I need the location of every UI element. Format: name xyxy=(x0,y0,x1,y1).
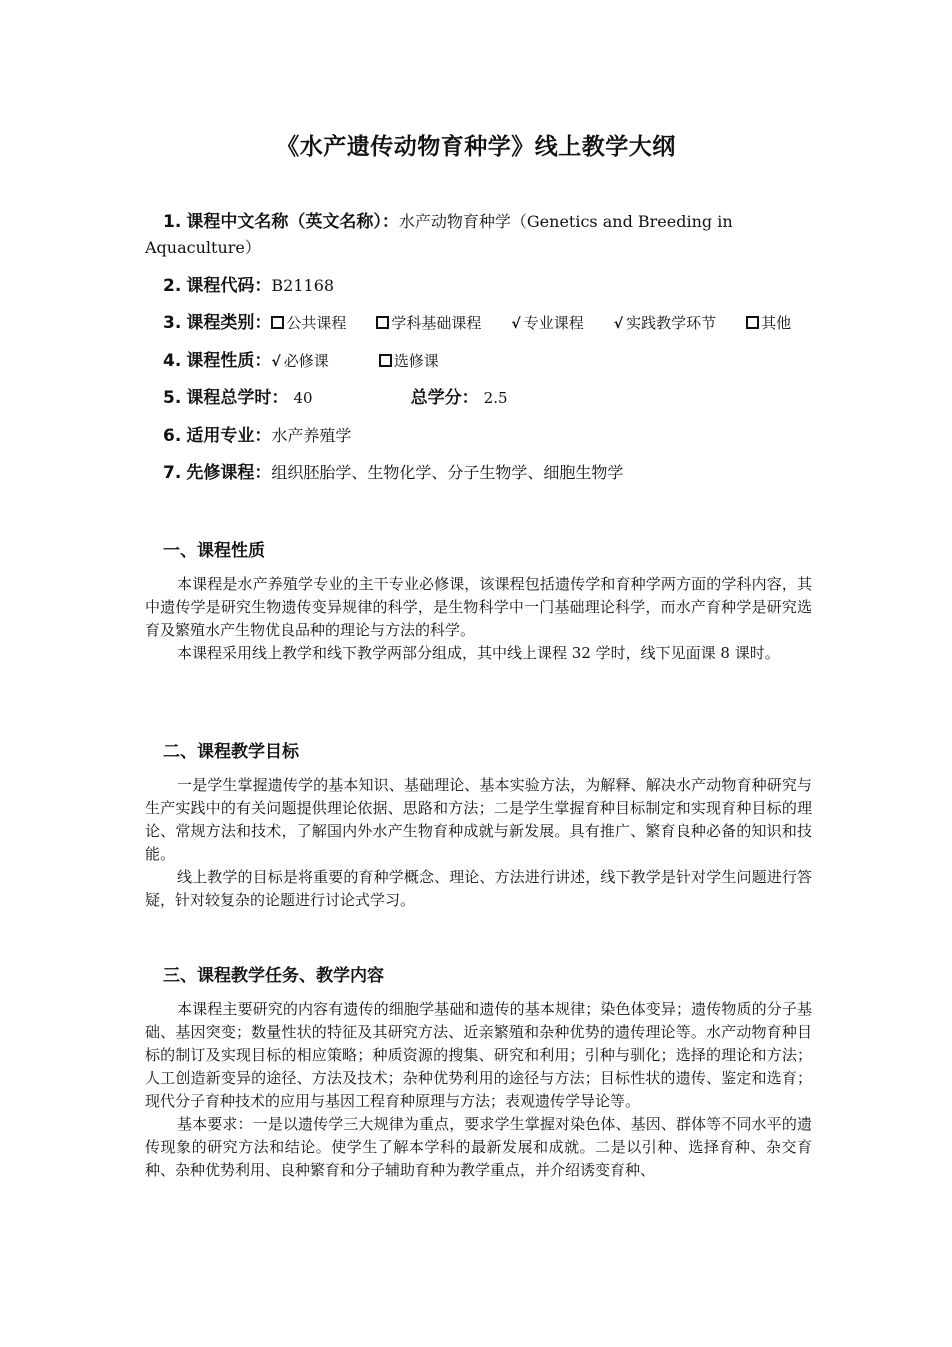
section-heading-nature: 一、课程性质 xyxy=(163,541,265,561)
info-course-category xyxy=(145,310,883,337)
course-name-value: 水产动物育种学（Genetics and Breeding in xyxy=(398,212,733,231)
section-body-objectives xyxy=(145,774,812,912)
info-course-name-cont xyxy=(145,235,825,261)
option-major-course[interactable]: √ 专业课程 xyxy=(511,310,583,337)
total-credits-label: 总学分： xyxy=(410,388,479,408)
option-discipline-basic[interactable]: 学科基础课程 xyxy=(376,310,481,336)
item-number: 3. xyxy=(163,313,182,333)
checkmark-icon: √ xyxy=(271,354,281,370)
paragraph: 一是学生掌握遗传学的基本知识、基础理论、基本实验方法，为解释、解决水产动物育种研究与生产实践中的有关问题提供理论依据、思路和方法；二是学生掌握育种目标制定和实现育种目标的理论、常规方法和技术，了解国内外水产生物育种成就与新发展。具有推广、繁育良种必备的知识和技能。 xyxy=(145,776,812,863)
checkbox-unchecked-icon xyxy=(271,316,284,329)
course-name-value-cont: Aquaculture） xyxy=(145,238,261,257)
paragraph: 本课程主要研究的内容有遗传的细胞学基础和遗传的基本规律；染色体变异；遗传物质的分子基础、基因突变；数量性状的特征及其研究方法、近亲繁殖和杂种优势的遗传理论等。水产动物育种目标的制订及实现目标的相应策略；种质资源的搜集、研究和利用；引种与驯化；选择的理论和方法；人工创造新变异的途径、方法及技术；杂种优势利用的途径与方法；目标性状的遗传、鉴定和选育；现代分子育种技术的应用与基因工程育种原理与方法；表观遗传学导论等。 xyxy=(145,1000,812,1110)
major-label: 适用专业： xyxy=(186,426,272,446)
option-elective[interactable]: 选修课 xyxy=(379,348,439,374)
total-hours-label: 课程总学时： xyxy=(186,388,289,408)
option-public-course[interactable]: 公共课程 xyxy=(271,310,346,336)
total-credits-value: 2.5 xyxy=(483,389,508,407)
checkmark-icon: √ xyxy=(613,316,624,332)
info-hours-credits xyxy=(145,385,843,411)
paragraph: 本课程是水产养殖学专业的主干专业必修课，该课程包括遗传学和育种学两方面的学科内容，其中遗传学是研究生物遗传变异规律的科学，是生物科学中一门基础理论科学，而水产育种学是研究选育及繁殖水产生物优良品种的理论与方法的科学。 xyxy=(145,575,812,639)
item-number: 1. xyxy=(163,212,182,232)
paragraph: 线上教学的目标是将重要的育种学概念、理论、方法进行讲述，线下教学是针对学生问题进行答疑，针对较复杂的论题进行讨论式学习。 xyxy=(145,868,812,909)
item-number: 5. xyxy=(163,388,182,408)
info-course-code xyxy=(145,273,843,299)
course-category-label: 课程类别： xyxy=(186,313,272,333)
prerequisites-label: 先修课程： xyxy=(186,463,272,483)
paragraph: 基本要求：一是以遗传学三大规律为重点，要求学生掌握对染色体、基因、群体等不同水平的遗传现象的研究方法和结论。使学生了解本学科的最新发展和成就。二是以引种、选择育种、杂交育种、杂种优势利用、良种繁育和分子辅助育种为教学重点，并介绍诱变育种、 xyxy=(145,1115,812,1179)
checkbox-unchecked-icon xyxy=(376,316,389,329)
document-title: 《水产遗传动物育种学》线上教学大纲 xyxy=(276,134,676,160)
paragraph: 本课程采用线上教学和线下教学两部分组成，其中线上课程 32 学时，线下见面课 8 课时。 xyxy=(177,644,780,662)
option-practice[interactable]: √ 实践教学环节 xyxy=(614,310,716,337)
info-major xyxy=(145,423,843,449)
section-heading-objectives: 二、课程教学目标 xyxy=(163,742,299,762)
info-prerequisites xyxy=(145,460,843,486)
item-number: 7. xyxy=(163,463,182,483)
item-number: 4. xyxy=(163,351,182,371)
checkbox-unchecked-icon xyxy=(379,354,392,367)
major-value: 水产养殖学 xyxy=(271,426,352,445)
info-course-name xyxy=(145,209,843,235)
course-nature-label: 课程性质： xyxy=(186,351,272,371)
course-code-label: 课程代码： xyxy=(186,276,272,296)
course-name-label: 课程中文名称（英文名称）： xyxy=(186,212,399,232)
section-heading-tasks: 三、课程教学任务、教学内容 xyxy=(163,966,384,986)
section-body-nature xyxy=(145,573,812,665)
item-number: 6. xyxy=(163,426,182,446)
info-course-nature xyxy=(145,348,843,375)
item-number: 2. xyxy=(163,276,182,296)
checkmark-icon: √ xyxy=(511,316,521,332)
total-hours-value: 40 xyxy=(293,389,313,407)
prerequisites-value: 组织胚胎学、生物化学、分子生物学、细胞生物学 xyxy=(271,463,624,482)
checkbox-unchecked-icon xyxy=(746,316,759,329)
option-other[interactable]: 其他 xyxy=(746,310,791,336)
course-code-value: B21168 xyxy=(271,276,335,295)
option-required[interactable]: √ 必修课 xyxy=(271,348,328,375)
section-body-tasks xyxy=(145,998,812,1182)
